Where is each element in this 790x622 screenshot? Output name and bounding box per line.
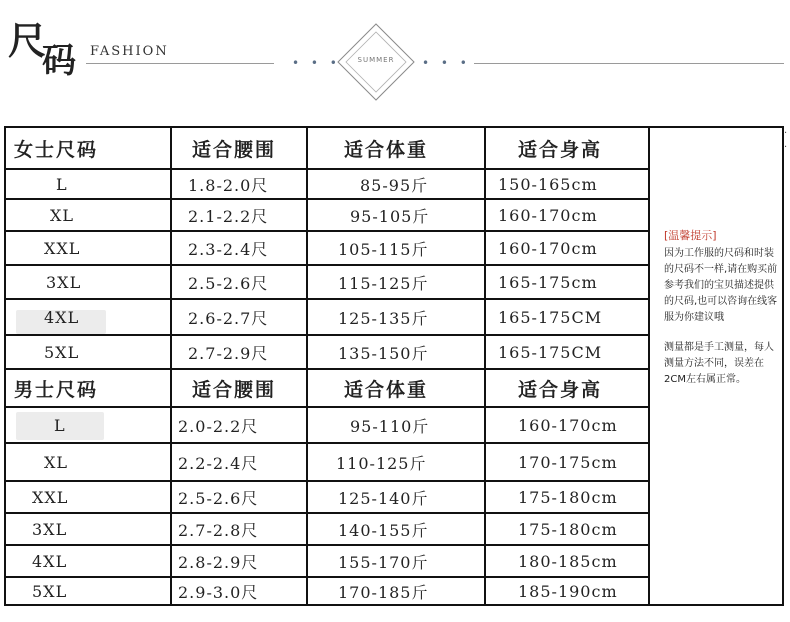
column-header: 适合身高 <box>518 378 603 401</box>
height-cell: 185-190cm <box>518 581 618 601</box>
weight-cell: 125-135斤 <box>338 308 429 328</box>
size-cell: 3XL <box>32 519 68 539</box>
note-paragraph-1: 因为工作服的尺码和时装的尺码不一样,请在购买前参考我们的宝贝描述提供的尺码,也可以咨询在线客服为你建议哦 <box>664 248 778 323</box>
table-column-rule <box>306 126 308 606</box>
weight-cell: 105-115斤 <box>338 239 429 259</box>
size-cell: L <box>56 174 68 194</box>
height-cell: 160-170cm <box>498 238 598 258</box>
weight-cell: 140-155斤 <box>338 520 429 540</box>
size-cell: XXL <box>44 238 81 258</box>
height-cell: 160-170cm <box>498 205 598 225</box>
size-cell: L <box>54 415 66 435</box>
weight-cell: 85-95斤 <box>360 175 429 195</box>
size-cell: 5XL <box>32 581 68 601</box>
waist-cell: 2.3-2.4尺 <box>188 239 269 259</box>
size-cell: 3XL <box>46 272 82 292</box>
waist-cell: 2.8-2.9尺 <box>178 552 259 572</box>
title-char-1: 尺 <box>8 18 45 63</box>
height-cell: 180-185cm <box>518 551 618 571</box>
weight-cell: 170-185斤 <box>338 582 429 602</box>
note-paragraph-2: 测量都是手工测量，每人测量方法不同，误差在2CM左右属正常。 <box>664 342 774 385</box>
height-cell: 165-175CM <box>498 307 603 327</box>
height-cell: 165-175cm <box>498 272 598 292</box>
size-cell: XL <box>50 205 75 225</box>
height-cell: 165-175CM <box>498 342 603 362</box>
table-rule <box>4 604 648 606</box>
table-column-rule <box>782 126 784 606</box>
table-column-rule <box>484 126 486 606</box>
waist-cell: 1.8-2.0尺 <box>188 175 269 195</box>
table-column-rule <box>648 126 650 606</box>
weight-cell: 115-125斤 <box>338 273 429 293</box>
weight-cell: 95-105斤 <box>350 206 430 226</box>
size-cell: XXL <box>32 487 69 507</box>
header-rule-right <box>474 63 784 64</box>
size-cell: 4XL <box>44 307 80 327</box>
weight-cell: 135-150斤 <box>338 343 429 363</box>
column-header: 适合体重 <box>344 378 429 401</box>
height-cell: 170-175cm <box>518 452 618 472</box>
table-column-rule <box>4 126 6 606</box>
edge-mark: · <box>784 142 788 153</box>
height-cell: 175-180cm <box>518 487 618 507</box>
weight-cell: 110-125斤 <box>336 453 427 473</box>
weight-cell: 95-110斤 <box>350 416 430 436</box>
edge-mark: · <box>784 128 788 139</box>
weight-cell: 125-140斤 <box>338 488 429 508</box>
waist-cell: 2.9-3.0尺 <box>178 582 259 602</box>
column-header: 适合腰围 <box>192 378 277 401</box>
column-header: 适合腰围 <box>192 138 277 161</box>
table-rule <box>648 604 782 606</box>
size-cell: 4XL <box>32 551 68 571</box>
column-header: 男士尺码 <box>14 378 99 401</box>
table-rule <box>648 126 782 128</box>
height-cell: 160-170cm <box>518 415 618 435</box>
title-char-2: 码 <box>42 41 74 81</box>
emblem-label: SUMMER <box>357 56 395 64</box>
waist-cell: 2.0-2.2尺 <box>178 416 259 436</box>
weight-cell: 155-170斤 <box>338 552 429 572</box>
header-dots-right: • • • <box>422 56 471 70</box>
waist-cell: 2.5-2.6尺 <box>188 273 269 293</box>
size-note <box>664 228 782 388</box>
waist-cell: 2.6-2.7尺 <box>188 308 269 328</box>
size-cell: XL <box>44 452 69 472</box>
waist-cell: 2.5-2.6尺 <box>178 488 259 508</box>
note-tip-title: [温馨提示] <box>664 229 717 242</box>
header-rule-left <box>86 63 274 64</box>
header-dots-left: • • • <box>292 56 341 70</box>
column-header: 女士尺码 <box>14 138 99 161</box>
waist-cell: 2.7-2.8尺 <box>178 520 259 540</box>
height-cell: 150-165cm <box>498 174 598 194</box>
table-column-rule <box>170 126 172 606</box>
waist-cell: 2.1-2.2尺 <box>188 206 269 226</box>
size-cell: 5XL <box>44 342 80 362</box>
height-cell: 175-180cm <box>518 519 618 539</box>
fashion-label: FASHION <box>90 44 169 59</box>
waist-cell: 2.2-2.4尺 <box>178 453 259 473</box>
column-header: 适合体重 <box>344 138 429 161</box>
waist-cell: 2.7-2.9尺 <box>188 343 269 363</box>
column-header: 适合身高 <box>518 138 603 161</box>
